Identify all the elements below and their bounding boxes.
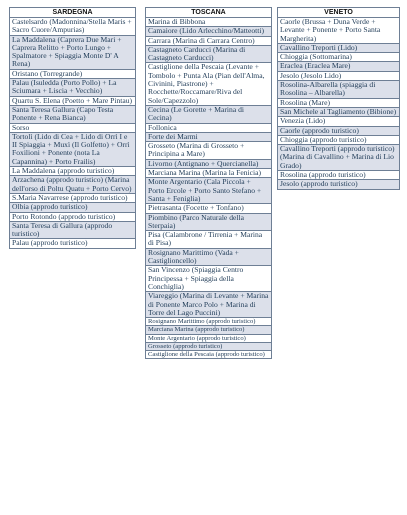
list-item: Castiglione della Pescaia (Levante + Tombolo + Punta Ala (Pian dell'Alma, Civinini, Piastrone) + Rocchette/Roccamare/Riva del Sole/Capezzolo) xyxy=(146,63,271,105)
list-item: Jesolo (approdo turistico) xyxy=(278,180,399,188)
list-item: Cavallino Treporti (approdo turistico) (Marina di Cavallino + Marina di Lio Grado) xyxy=(278,145,399,171)
list-item: Sorso xyxy=(10,124,135,133)
list-item: Forte dei Marmi xyxy=(146,133,271,142)
list-item: Caorle (approdo turistico) xyxy=(278,127,399,136)
list-item: Rosolina (Mare) xyxy=(278,99,399,108)
list-item: Chioggia (approdo turistico) xyxy=(278,136,399,145)
column-header: SARDEGNA xyxy=(10,8,135,18)
list-item: Quartu S. Elena (Poetto + Mare Pintau) xyxy=(10,97,135,106)
column-header: VENETO xyxy=(278,8,399,18)
list-item: Castelsardo (Madonnina/Stella Maris + Sacro Cuore/Ampurias) xyxy=(10,18,135,36)
list-item: Rosolina-Albarella (spiaggia di Rosolina – Albarella) xyxy=(278,81,399,99)
list-item: Pietrasanta (Focette + Tonfano) xyxy=(146,204,271,213)
list-item: Santa Teresa di Gallura (approdo turistico) xyxy=(10,222,135,240)
list-item: Cecina (Le Gorette + Marina di Cecina) xyxy=(146,106,271,124)
list-item: Livorno (Antignano + Quercianella) xyxy=(146,160,271,169)
list-item: Castagneto Carducci (Marina di Castagneto Carducci) xyxy=(146,46,271,64)
list-item: Camaiore (Lido Arlecchino/Matteotti) xyxy=(146,27,271,36)
list-item: Follonica xyxy=(146,124,271,133)
list-item: Rosignano Marittimo (approdo turistico) xyxy=(146,318,271,326)
list-item: Olbia (approdo turistico) xyxy=(10,203,135,212)
list-item: Marina di Bibbona xyxy=(146,18,271,27)
list-item: Oristano (Torregrande) xyxy=(10,70,135,79)
list-item: Rosolina (approdo turistico) xyxy=(278,171,399,180)
list-item: Chioggia (Sottomarina) xyxy=(278,53,399,62)
list-item: Piombino (Parco Naturale della Sterpaia) xyxy=(146,214,271,232)
list-item: Marciana Marina (Marina la Fenicia) xyxy=(146,169,271,178)
list-item: Monte Argentario (approdo turistico) xyxy=(146,335,271,343)
list-item: Porto Rotondo (approdo turistico) xyxy=(10,213,135,222)
list-item: S.Maria Navarrese (approdo turistico) xyxy=(10,194,135,203)
list-item: Tortolì (Lido di Cea + Lido di Orrì I e II Spiaggia + Muxì (Il Golfetto) + Orrì Foxilioni + Ponente (nota La Capannina) + Porto Frailis) xyxy=(10,133,135,167)
list-item: Grosseto (approdo turistico) xyxy=(146,343,271,351)
column-header: TOSCANA xyxy=(146,8,271,18)
list-item: La Maddalena (Caprera Due Mari + Caprera Relitto + Porto Lungo + Spalmatore + Spiaggia Monte D' A Rena) xyxy=(10,36,135,70)
column-sardegna xyxy=(9,7,136,249)
list-item: Palau (Isuledda (Porto Pollo) + La Sciumara + Liscia + Vecchio) xyxy=(10,79,135,97)
list-item: San Michele al Tagliamento (Bibione) xyxy=(278,108,399,117)
column-veneto xyxy=(277,7,400,190)
list-item: Carrara (Marina di Carrara Centro) xyxy=(146,37,271,46)
list-item: Rosignano Marittimo (Vada + Castiglioncello) xyxy=(146,249,271,267)
list-item: Grosseto (Marina di Grosseto + Principina a Mare) xyxy=(146,142,271,160)
list-item: Santa Teresa Gallura (Capo Testa Ponente + Rena Bianca) xyxy=(10,106,135,124)
list-item: Venezia (Lido) xyxy=(278,117,399,126)
list-item: Monte Argentario (Cala Piccola + Porto Ercole + Porto Santo Stefano + Santa + Feniglia) xyxy=(146,178,271,204)
list-item: Palau (approdo turistico) xyxy=(12,239,88,248)
list-item: San Vincenzo (Spiaggia Centro Principessa + Spiaggia della Conchiglia) xyxy=(146,266,271,292)
column-toscana xyxy=(145,7,272,359)
list-item: Cavallino Treporti (Lido) xyxy=(278,44,399,53)
list-item: Castiglione della Pescaia (approdo turistico) xyxy=(148,350,265,358)
list-item: Eraclea (Eraclea Mare) xyxy=(278,62,399,71)
list-item: Pisa (Calambrone / Tirrenia + Marina di Pisa) xyxy=(146,231,271,249)
list-item: Jesolo (Jesolo Lido) xyxy=(278,72,399,81)
list-item: Caorle (Brussa + Duna Verde + Levante + Ponente + Porto Santa Margherita) xyxy=(278,18,399,44)
list-item: Viareggio (Marina di Levante + Marina di Ponente Marco Polo + Marina di Torre del Lago Puccini) xyxy=(146,292,271,318)
list-item: La Maddalena (approdo turistico) xyxy=(10,167,135,176)
list-item: Marciana Marina (approdo turistico) xyxy=(146,326,271,334)
list-item: Arzachena (approdo turistico) (Marina dell'orso di Poltu Quatu + Porto Cervo) xyxy=(10,176,135,194)
